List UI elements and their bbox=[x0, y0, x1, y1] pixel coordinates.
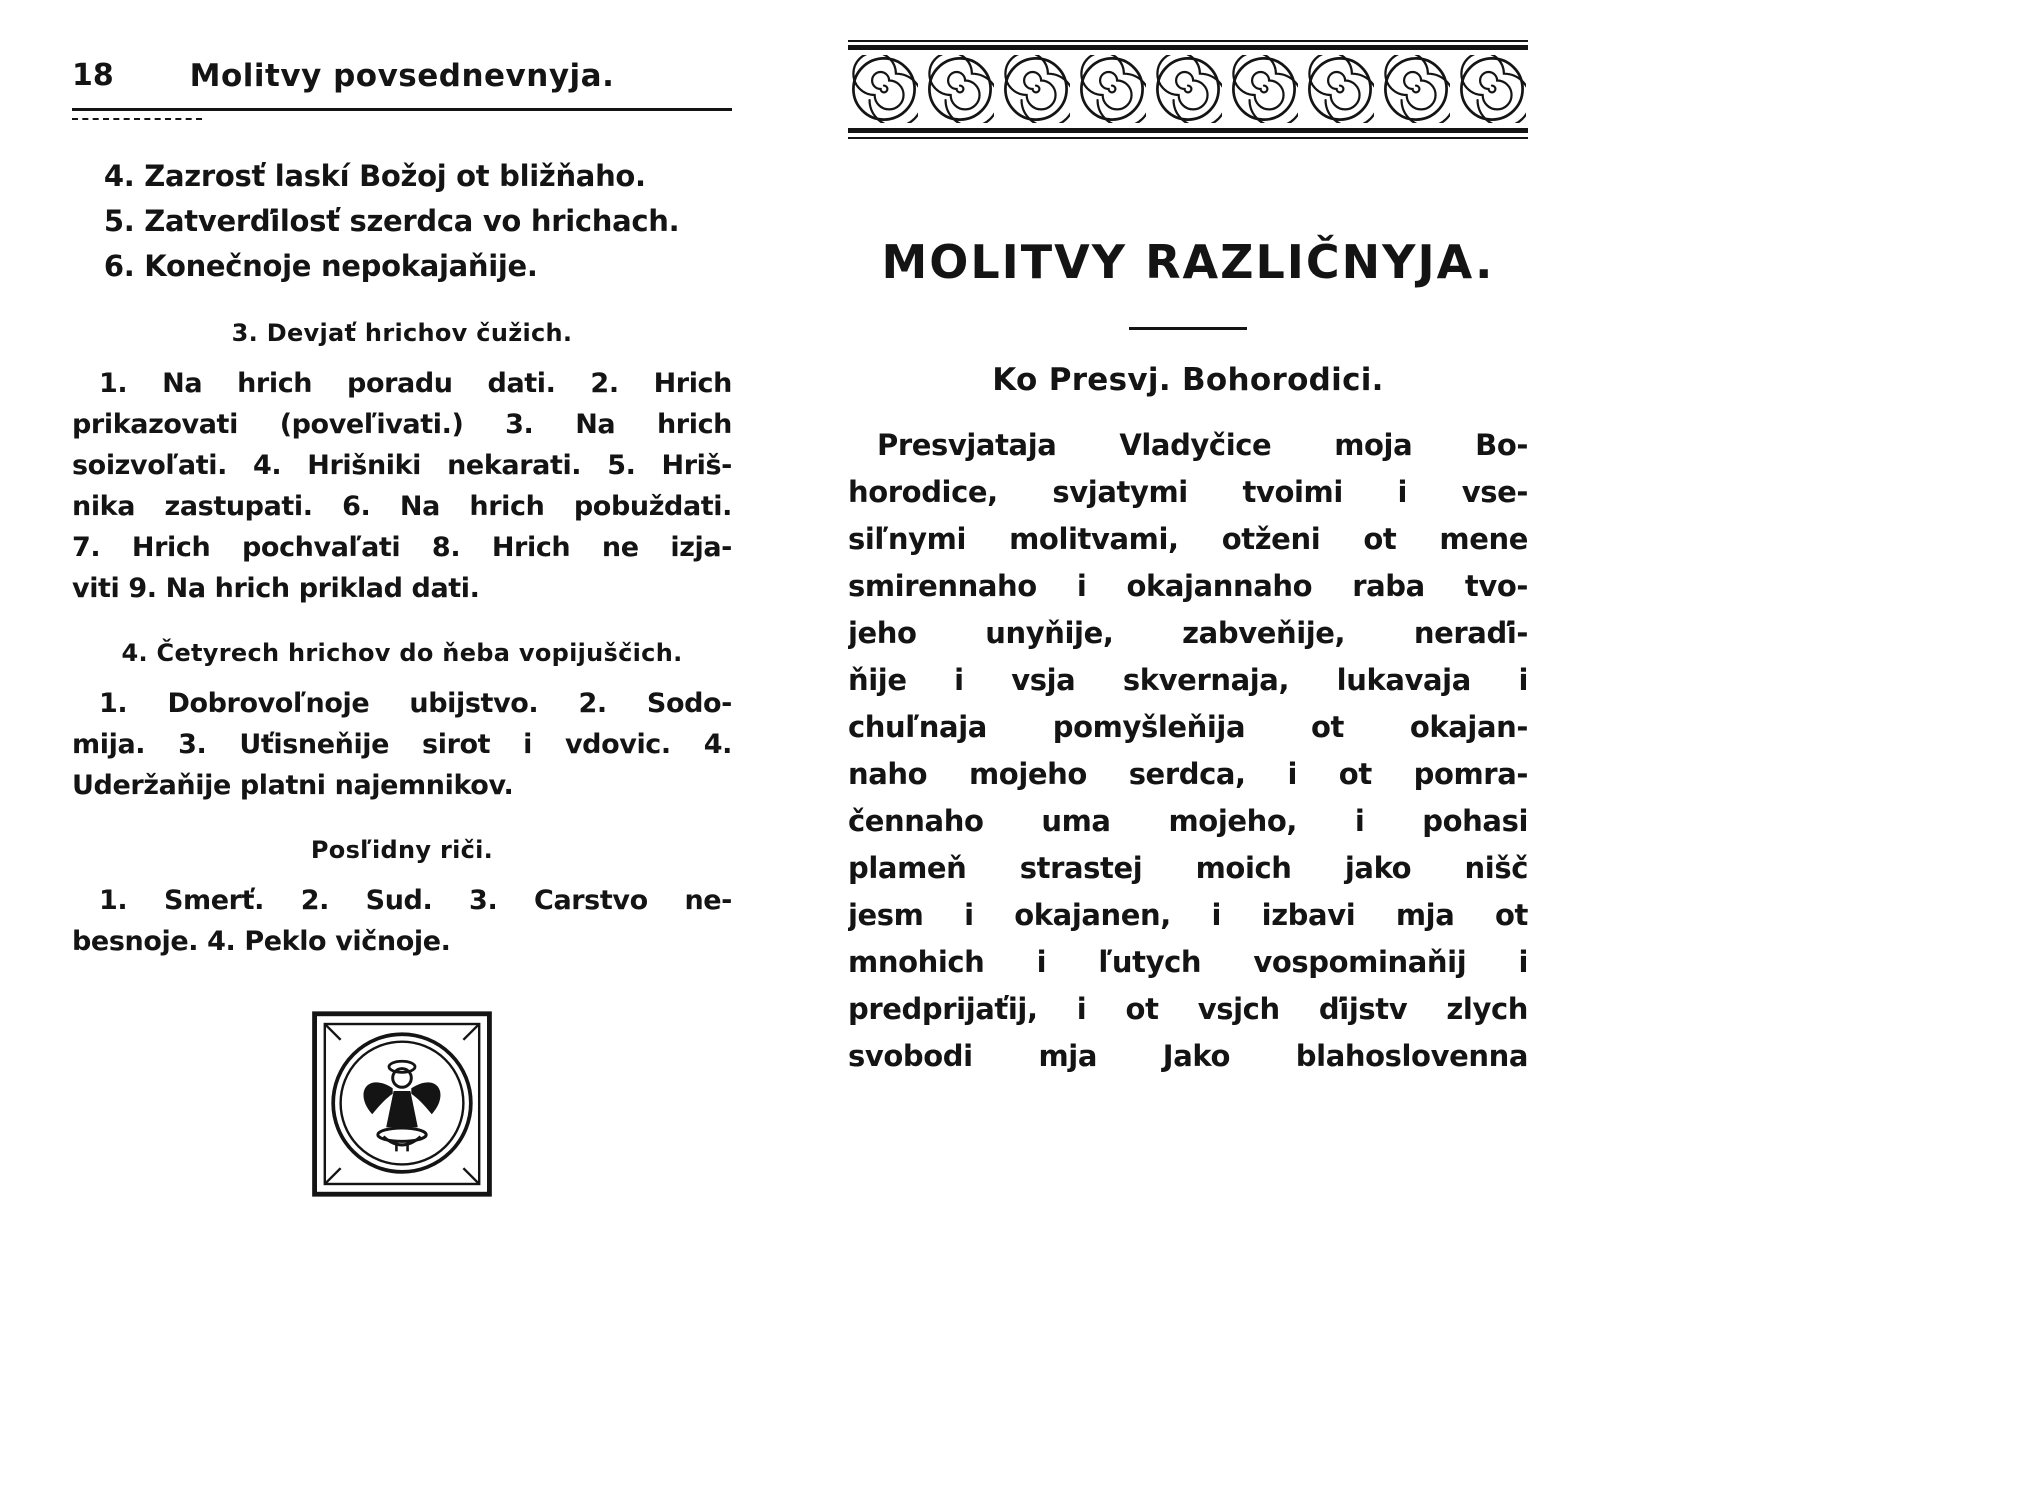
angel-medallion-icon bbox=[309, 1008, 495, 1200]
rose-icon bbox=[1078, 55, 1146, 123]
text-line: siľnymi molitvami, otženi ot mene bbox=[848, 522, 1528, 556]
text-line: Uderžaňije platni najemnikov. bbox=[72, 770, 514, 801]
angel-ornament bbox=[72, 1008, 732, 1204]
section-paragraph-devjat-hrichov bbox=[72, 363, 732, 609]
page-title: MOLITVY RAZLIČNYJA. bbox=[881, 235, 1495, 289]
rose-icon bbox=[1382, 55, 1450, 123]
section-paragraph-poslidny-rici bbox=[72, 880, 732, 962]
text-line: ňije i vsja skvernaja, lukavaja i bbox=[848, 663, 1528, 697]
text-line: 1. Smerť. 2. Sud. 3. Carstvo ne- bbox=[99, 885, 732, 916]
rose-icon bbox=[1458, 55, 1526, 123]
text-line: 6. Konečnoje nepokajaňije. bbox=[103, 249, 538, 283]
rose-icon bbox=[1154, 55, 1222, 123]
title-divider bbox=[1129, 327, 1247, 330]
page-header bbox=[72, 58, 732, 111]
right-page bbox=[848, 40, 1528, 1080]
header-rule-segment bbox=[72, 118, 202, 120]
text-line: plameň strastej moich jako nišč bbox=[848, 851, 1528, 885]
text-line: soizvoľati. 4. Hrišniki nekarati. 5. Hriš- bbox=[72, 450, 732, 481]
text-line: 1. Dobrovoľnoje ubijstvo. 2. Sodo- bbox=[99, 688, 732, 719]
text-line: jeho unyňije, zabveňije, neraďi- bbox=[848, 616, 1528, 650]
section-heading-devjat-hrichov: 3. Devjať hrichov čužich. bbox=[231, 319, 573, 347]
text-line: 4. Zazrosť laskí Božoj ot bližňaho. bbox=[103, 159, 646, 193]
rose-icon bbox=[850, 55, 918, 123]
rose-icon bbox=[1306, 55, 1374, 123]
text-line: 5. Zatverďilosť szerdca vo hrichach. bbox=[103, 204, 680, 238]
text-line: viti 9. Na hrich priklad dati. bbox=[72, 573, 480, 604]
rose-icon bbox=[1230, 55, 1298, 123]
section-heading-cetyrech-hrichov: 4. Četyrech hrichov do ňeba vopijuščich. bbox=[121, 639, 683, 667]
text-line: nika zastupati. 6. Na hrich pobuždati. bbox=[72, 491, 732, 522]
text-line: horodice, svjatymi tvoimi i vse- bbox=[848, 475, 1528, 509]
rose-border bbox=[848, 40, 1528, 139]
text-line: mnohich i ľutych vospominaňij i bbox=[848, 945, 1528, 979]
running-title: Molitvy povsednevnyja. bbox=[189, 58, 615, 94]
text-line: jesm i okajanen, i izbavi mja ot bbox=[848, 898, 1528, 932]
band-bottom-thin-rule bbox=[848, 137, 1528, 139]
text-line: Presvjataja Vladyčice moja Bo- bbox=[877, 428, 1528, 462]
text-line: svobodi mja Jako blahoslovenna bbox=[848, 1039, 1528, 1073]
section-paragraph-cetyrech-hrichov bbox=[72, 683, 732, 806]
text-line: besnoje. 4. Peklo vičnoje. bbox=[72, 926, 451, 957]
page-number: 18 bbox=[72, 58, 114, 93]
prayer-subheading: Ko Presvj. Bohorodici. bbox=[992, 362, 1384, 398]
section-heading-poslidny-rici: Posľidny riči. bbox=[310, 836, 494, 864]
text-line: chuľnaja pomyšleňija ot okajan- bbox=[848, 710, 1528, 744]
text-line: čennaho uma mojeho, i pohasi bbox=[848, 804, 1528, 838]
text-line: 7. Hrich pochvaľati 8. Hrich ne izja- bbox=[72, 532, 732, 563]
text-line: naho mojeho serdca, i ot pomra- bbox=[848, 757, 1528, 791]
text-line: predprijaťij, i ot vsjch ďijstv zlych bbox=[848, 992, 1528, 1026]
text-line: 1. Na hrich poradu dati. 2. Hrich bbox=[99, 368, 732, 399]
text-line: prikazovati (poveľivati.) 3. Na hrich bbox=[72, 409, 732, 440]
text-line: mija. 3. Uťisneňije sirot i vdovic. 4. bbox=[72, 729, 732, 760]
sins-intro-list bbox=[72, 154, 732, 289]
left-page bbox=[72, 58, 732, 1204]
text-line: smirennaho i okajannaho raba tvo- bbox=[848, 569, 1528, 603]
prayer-paragraph bbox=[848, 422, 1528, 1080]
rose-icon bbox=[1002, 55, 1070, 123]
rose-garland bbox=[848, 50, 1528, 128]
rose-icon bbox=[926, 55, 994, 123]
